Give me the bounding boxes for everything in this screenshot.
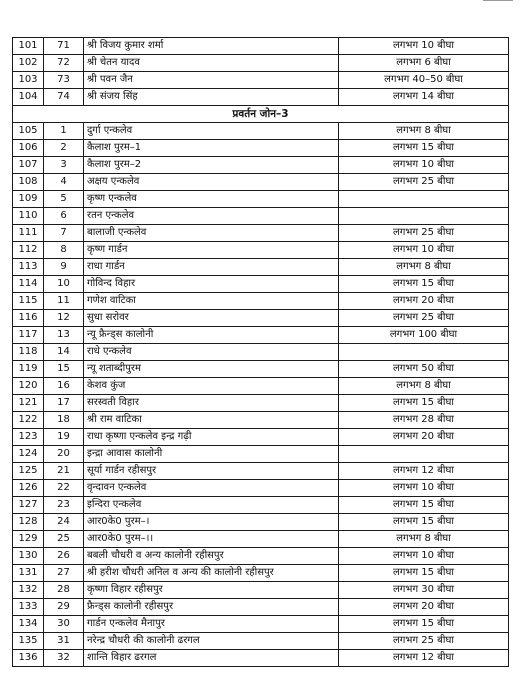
area-cell: लगभग 25 बीघा — [339, 174, 509, 191]
colony-name-cell: न्यू फ्रैन्ड्स कालोनी — [84, 327, 339, 344]
table-row — [13, 225, 509, 242]
zone-number-cell: 21 — [44, 463, 84, 480]
area-cell: लगभग 12 बीघा — [339, 650, 509, 667]
colony-name-cell: बालाजी एन्कलेव — [84, 225, 339, 242]
colony-name-cell: नरेन्द्र चौधरी की कालोनी ढरगल — [84, 633, 339, 650]
table-row — [13, 599, 509, 616]
colony-name-cell: गणेश वाटिका — [84, 293, 339, 310]
colony-name-cell: राधा कृष्णा एन्कलेव इन्द्र गढ़ी — [84, 429, 339, 446]
serial-number-cell: 136 — [13, 650, 44, 667]
area-cell: लगभग 10 बीघा — [339, 480, 509, 497]
area-cell: लगभग 6 बीघा — [339, 55, 509, 72]
serial-number-cell: 106 — [13, 140, 44, 157]
colony-name-cell: सुधा सरोवर — [84, 310, 339, 327]
serial-number-cell: 107 — [13, 157, 44, 174]
zone-number-cell: 23 — [44, 497, 84, 514]
colony-name-cell: फ्रैन्ड्स कालोनी रहीसपुर — [84, 599, 339, 616]
table-row — [13, 565, 509, 582]
serial-number-cell: 126 — [13, 480, 44, 497]
colony-name-cell: रतन एन्कलेव — [84, 208, 339, 225]
table-row — [13, 38, 509, 55]
colony-name-cell: शान्ति विहार ढरगल — [84, 650, 339, 667]
serial-number-cell: 101 — [13, 38, 44, 55]
serial-number-cell: 133 — [13, 599, 44, 616]
area-cell: लगभग 8 बीघा — [339, 378, 509, 395]
colony-name-cell: श्री पवन जैन — [84, 72, 339, 89]
serial-number-cell: 132 — [13, 582, 44, 599]
table-row — [13, 446, 509, 463]
colony-name-cell: केशव कुंज — [84, 378, 339, 395]
zone-number-cell: 7 — [44, 225, 84, 242]
area-cell: लगभग 15 बीघा — [339, 395, 509, 412]
area-cell: लगभग 25 बीघा — [339, 633, 509, 650]
table-row — [13, 259, 509, 276]
table-row — [13, 429, 509, 446]
colony-name-cell: राधे एन्कलेव — [84, 344, 339, 361]
zone-number-cell: 73 — [44, 72, 84, 89]
serial-number-cell: 125 — [13, 463, 44, 480]
colony-name-cell: राधा गार्डन — [84, 259, 339, 276]
zone-number-cell: 27 — [44, 565, 84, 582]
zone-number-cell: 71 — [44, 38, 84, 55]
zone-number-cell: 14 — [44, 344, 84, 361]
table-row — [13, 293, 509, 310]
area-cell: लगभग 10 बीघा — [339, 38, 509, 55]
table-row — [13, 157, 509, 174]
zone-heading-row — [13, 106, 509, 123]
serial-number-cell: 113 — [13, 259, 44, 276]
serial-number-cell: 114 — [13, 276, 44, 293]
table-row — [13, 55, 509, 72]
table-body — [13, 38, 509, 667]
zone-number-cell: 72 — [44, 55, 84, 72]
area-cell: लगभग 20 बीघा — [339, 599, 509, 616]
zone-number-cell: 31 — [44, 633, 84, 650]
page-corner-mark — [483, 0, 513, 5]
area-cell: लगभग 12 बीघा — [339, 463, 509, 480]
colony-name-cell: सूर्या गार्डन रहीसपुर — [84, 463, 339, 480]
area-cell: लगभग 15 बीघा — [339, 616, 509, 633]
table-row — [13, 242, 509, 259]
colony-name-cell: गार्डन एन्कलेव मैनापुर — [84, 616, 339, 633]
table-row — [13, 531, 509, 548]
zone-number-cell: 4 — [44, 174, 84, 191]
zone-number-cell: 5 — [44, 191, 84, 208]
table-row — [13, 344, 509, 361]
table-row — [13, 89, 509, 106]
colony-name-cell: आर0के0 पुरम–।। — [84, 531, 339, 548]
serial-number-cell: 103 — [13, 72, 44, 89]
area-cell: लगभग 40–50 बीघा — [339, 72, 509, 89]
zone-number-cell: 6 — [44, 208, 84, 225]
serial-number-cell: 115 — [13, 293, 44, 310]
area-cell: लगभग 20 बीघा — [339, 293, 509, 310]
serial-number-cell: 130 — [13, 548, 44, 565]
zone-number-cell: 29 — [44, 599, 84, 616]
area-cell: लगभग 10 बीघा — [339, 157, 509, 174]
zone-number-cell: 11 — [44, 293, 84, 310]
colony-name-cell: न्यू शताब्दीपुरम — [84, 361, 339, 378]
table-row — [13, 395, 509, 412]
table-row — [13, 361, 509, 378]
table-row — [13, 650, 509, 667]
zone-number-cell: 17 — [44, 395, 84, 412]
serial-number-cell: 108 — [13, 174, 44, 191]
colony-name-cell: बबली चौधरी व अन्य कालोनी रहीसपुर — [84, 548, 339, 565]
serial-number-cell: 110 — [13, 208, 44, 225]
serial-number-cell: 124 — [13, 446, 44, 463]
serial-number-cell: 112 — [13, 242, 44, 259]
zone-number-cell: 74 — [44, 89, 84, 106]
colony-name-cell: इन्दिरा एन्कलेव — [84, 497, 339, 514]
zone-number-cell: 19 — [44, 429, 84, 446]
serial-number-cell: 104 — [13, 89, 44, 106]
table-row — [13, 616, 509, 633]
colony-name-cell: श्री विजय कुमार शर्मा — [84, 38, 339, 55]
zone-number-cell: 20 — [44, 446, 84, 463]
area-cell: लगभग 8 बीघा — [339, 123, 509, 140]
serial-number-cell: 131 — [13, 565, 44, 582]
colony-name-cell: श्री हरीश चौधरी अनिल व अन्य की कालोनी रहीसपुर — [84, 565, 339, 582]
area-cell: लगभग 25 बीघा — [339, 225, 509, 242]
area-cell: लगभग 8 बीघा — [339, 259, 509, 276]
colony-name-cell: गोविन्द विहार — [84, 276, 339, 293]
serial-number-cell: 121 — [13, 395, 44, 412]
area-cell: लगभग 15 बीघा — [339, 497, 509, 514]
colony-name-cell: कृष्णा विहार रहीसपुर — [84, 582, 339, 599]
colony-name-cell: सरस्वती विहार — [84, 395, 339, 412]
area-cell: लगभग 50 बीघा — [339, 361, 509, 378]
area-cell: लगभग 15 बीघा — [339, 276, 509, 293]
zone-number-cell: 28 — [44, 582, 84, 599]
serial-number-cell: 134 — [13, 616, 44, 633]
zone-number-cell: 12 — [44, 310, 84, 327]
colony-list-table — [12, 37, 509, 667]
colony-name-cell: वृन्दावन एन्कलेव — [84, 480, 339, 497]
zone-number-cell: 8 — [44, 242, 84, 259]
serial-number-cell: 116 — [13, 310, 44, 327]
zone-number-cell: 16 — [44, 378, 84, 395]
colony-name-cell: कृष्ण गार्डन — [84, 242, 339, 259]
area-cell: लगभग 10 बीघा — [339, 242, 509, 259]
zone-number-cell: 25 — [44, 531, 84, 548]
zone-number-cell: 32 — [44, 650, 84, 667]
area-cell — [339, 208, 509, 225]
serial-number-cell: 135 — [13, 633, 44, 650]
table-row — [13, 174, 509, 191]
table-row — [13, 514, 509, 531]
zone-number-cell: 24 — [44, 514, 84, 531]
zone-number-cell: 30 — [44, 616, 84, 633]
table-row — [13, 140, 509, 157]
area-cell: लगभग 20 बीघा — [339, 429, 509, 446]
colony-name-cell: इन्द्रा आवास कालोनी — [84, 446, 339, 463]
area-cell: लगभग 8 बीघा — [339, 531, 509, 548]
table-row — [13, 123, 509, 140]
table-row — [13, 463, 509, 480]
colony-name-cell: दुर्गा एन्कलेव — [84, 123, 339, 140]
table-row — [13, 327, 509, 344]
table-row — [13, 72, 509, 89]
serial-number-cell: 118 — [13, 344, 44, 361]
area-cell — [339, 344, 509, 361]
serial-number-cell: 123 — [13, 429, 44, 446]
area-cell: लगभग 30 बीघा — [339, 582, 509, 599]
zone-number-cell: 3 — [44, 157, 84, 174]
colony-name-cell: आर0के0 पुरम–। — [84, 514, 339, 531]
colony-name-cell: कृष्ण एन्कलेव — [84, 191, 339, 208]
table-row — [13, 276, 509, 293]
colony-name-cell: कैलाश पुरम–2 — [84, 157, 339, 174]
area-cell: लगभग 15 बीघा — [339, 140, 509, 157]
area-cell — [339, 446, 509, 463]
table-row — [13, 191, 509, 208]
zone-number-cell: 10 — [44, 276, 84, 293]
table-row — [13, 208, 509, 225]
area-cell — [339, 191, 509, 208]
table-row — [13, 310, 509, 327]
serial-number-cell: 109 — [13, 191, 44, 208]
serial-number-cell: 120 — [13, 378, 44, 395]
table-row — [13, 548, 509, 565]
zone-number-cell: 18 — [44, 412, 84, 429]
serial-number-cell: 111 — [13, 225, 44, 242]
colony-name-cell: अक्षय एन्कलेव — [84, 174, 339, 191]
serial-number-cell: 105 — [13, 123, 44, 140]
area-cell: लगभग 100 बीघा — [339, 327, 509, 344]
serial-number-cell: 127 — [13, 497, 44, 514]
colony-name-cell: श्री संजय सिंह — [84, 89, 339, 106]
serial-number-cell: 122 — [13, 412, 44, 429]
zone-number-cell: 22 — [44, 480, 84, 497]
table-row — [13, 633, 509, 650]
colony-name-cell: कैलाश पुरम–1 — [84, 140, 339, 157]
table-row — [13, 480, 509, 497]
serial-number-cell: 128 — [13, 514, 44, 531]
zone-number-cell: 15 — [44, 361, 84, 378]
table-row — [13, 582, 509, 599]
serial-number-cell: 129 — [13, 531, 44, 548]
table-row — [13, 497, 509, 514]
area-cell: लगभग 15 बीघा — [339, 565, 509, 582]
area-cell: लगभग 14 बीघा — [339, 89, 509, 106]
table-row — [13, 378, 509, 395]
serial-number-cell: 119 — [13, 361, 44, 378]
area-cell: लगभग 28 बीघा — [339, 412, 509, 429]
zone-number-cell: 2 — [44, 140, 84, 157]
area-cell: लगभग 15 बीघा — [339, 514, 509, 531]
zone-number-cell: 9 — [44, 259, 84, 276]
area-cell: लगभग 10 बीघा — [339, 548, 509, 565]
serial-number-cell: 102 — [13, 55, 44, 72]
colony-name-cell: श्री राम वाटिका — [84, 412, 339, 429]
zone-heading: प्रवर्तन जोन–3 — [13, 106, 509, 123]
zone-number-cell: 26 — [44, 548, 84, 565]
serial-number-cell: 117 — [13, 327, 44, 344]
zone-number-cell: 1 — [44, 123, 84, 140]
table-row — [13, 412, 509, 429]
zone-number-cell: 13 — [44, 327, 84, 344]
area-cell: लगभग 25 बीघा — [339, 310, 509, 327]
colony-name-cell: श्री चेतन यादव — [84, 55, 339, 72]
